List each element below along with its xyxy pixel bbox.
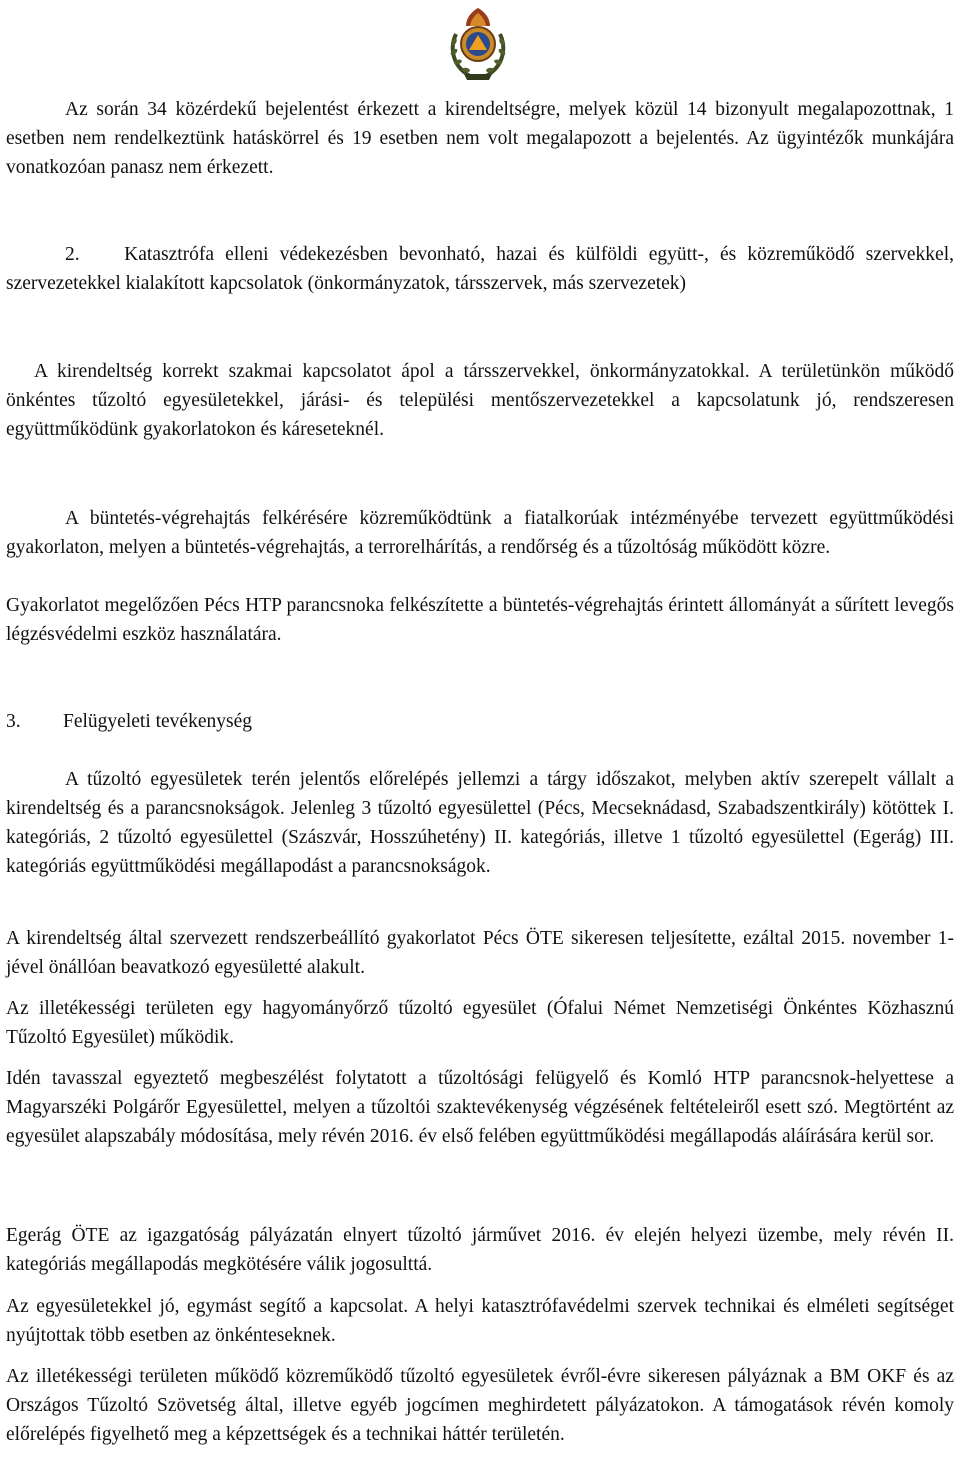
section-3-title: Felügyeleti tevékenység bbox=[63, 711, 252, 732]
paragraph-11: Az illetékességi területen működő közreműködő tűzoltó egyesületek évről-évre sikeresen pályáznak a BM OKF és az Országos Tűzoltó Szövetség által, illetve egyéb jogcímen meghirdetett pályázatokon. A támogatások révén komoly előrelépés figyelhető meg a képzettségek és a technikai háttér területén. bbox=[6, 1366, 954, 1445]
section-2-title: Katasztrófa elleni védekezésben bevonható, hazai és külföldi együtt-, és közreműködő szervekkel, szervezetekkel kialakított kapcsolatok (önkormányzatok, társszervek, más szervezetek) bbox=[6, 244, 955, 294]
paragraph-8: Idén tavasszal egyeztető megbeszélést folytatott a tűzoltósági felügyelő és Komló HTP parancsnok-helyettese a Magyarszéki Polgárőr Egyesülettel, melyen a tűzoltói szaktevékenység végzésének feltételeiről esett szó. Megtörtént az egyesület alapszabály módosítása, mely révén 2016. év első felében együttműködési megállapodás aláírására kerül sor. bbox=[6, 1068, 954, 1147]
paragraph-4: Gyakorlatot megelőzően Pécs HTP parancsnoka felkészítette a büntetés-végrehajtás érintett állományát a sűrített levegős légzésvédelmi eszköz használatára. bbox=[6, 595, 954, 645]
paragraph-6: A kirendeltség által szervezett rendszerbeállító gyakorlatot Pécs ÖTE sikeresen teljesítette, ezáltal 2015. november 1-jével önállóan beavatkozó egyesületté alakult. bbox=[6, 928, 954, 978]
paragraph-3: A büntetés-végrehajtás felkérésére közreműködtünk a fiatalkorúak intézményébe tervezett együttműködési gyakorlaton, melyen a büntetés-végrehajtás, a terrorelhárítás, a rendőrség és a tűzoltóság működött közre. bbox=[6, 508, 954, 558]
paragraph-9: Egerág ÖTE az igazgatóság pályázatán elnyert tűzoltó járművet 2016. év elején helyezi üzembe, mely révén II. kategóriás megállapodás megkötésére válik jogosulttá. bbox=[6, 1225, 954, 1275]
section-2-number: 2. bbox=[65, 244, 80, 265]
paragraph-5: A tűzoltó egyesületek terén jelentős előrelépés jellemzi a tárgy időszakot, melyben aktív szerepelt vállalt a kirendeltség és a parancsnokságok. Jelenleg 3 tűzoltó egyesülettel (Pécs, Mecseknádasd, Szabadszentkirály) kötöttek I. kategóriás, 2 tűzoltó egyesülettel (Szászvár, Hosszúhetény) II. kategóriás, illetve 1 tűzoltó egyesülettel (Egerág) III. kategóriás együttműködési megállapodást a parancsnokságok. bbox=[6, 769, 954, 877]
disaster-management-emblem-icon bbox=[442, 4, 514, 82]
paragraph-7: Az illetékességi területen egy hagyományőrző tűzoltó egyesület (Ófalui Német Nemzetiségi Önkéntes Közhasznú Tűzoltó Egyesület) működik. bbox=[6, 998, 954, 1048]
section-2-heading bbox=[6, 240, 954, 298]
section-3-number: 3. bbox=[6, 711, 21, 732]
paragraph-10: Az egyesületekkel jó, egymást segítő a kapcsolat. A helyi katasztrófavédelmi szervek technikai és elméleti segítséget nyújtottak több esetben az önkénteseknek. bbox=[6, 1296, 954, 1346]
section-3-heading bbox=[6, 707, 954, 736]
paragraph-2: A kirendeltség korrekt szakmai kapcsolatot ápol a társszervekkel, önkormányzatokkal. A területünkön működő önkéntes tűzoltó egyesületekkel, járási- és települési mentőszervezetekkel a kapcsolatunk jó, rendszeresen együttműködünk gyakorlatokon és káreseteknél. bbox=[6, 361, 954, 440]
section-2-title-block bbox=[6, 240, 954, 298]
paragraph-1: Az során 34 közérdekű bejelentést érkezett a kirendeltségre, melyek közül 14 bizonyult megalapozottnak, 1 esetben nem rendelkeztünk hatáskörrel és 19 esetben nem volt megalapozott a bejelentés. Az ügyintézők munkájára vonatkozóan panasz nem érkezett. bbox=[6, 99, 954, 178]
